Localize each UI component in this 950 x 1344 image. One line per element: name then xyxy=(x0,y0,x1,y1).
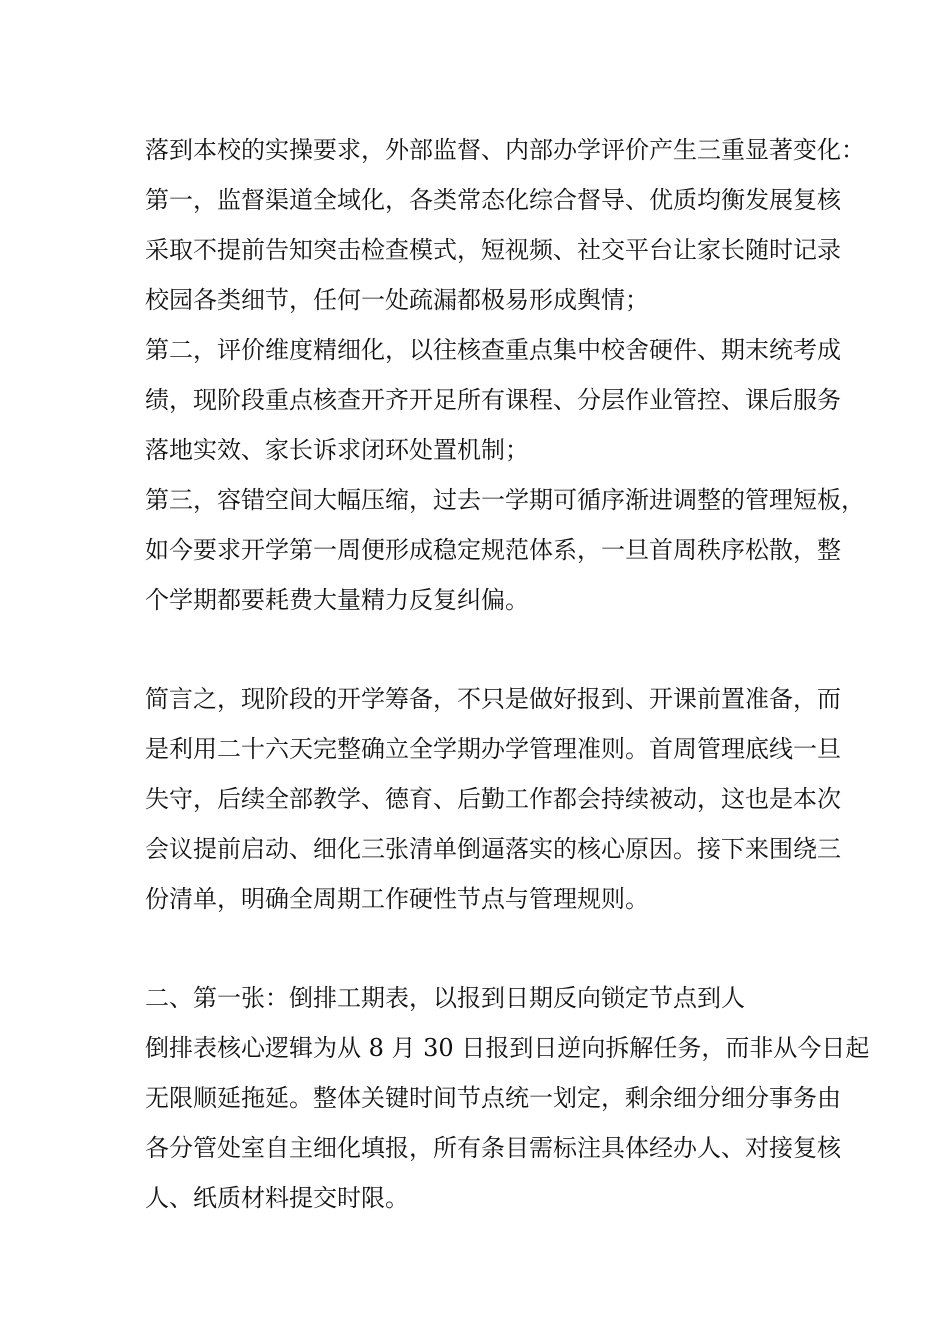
section-heading: 二、第一张：倒排工期表，以报到日期反向锁定节点到人 xyxy=(145,984,745,1012)
paragraph-2-line-3: 失守，后续全部教学、德育、后勤工作都会持续被动，这也是本次 xyxy=(145,785,841,813)
paragraph-1-line-6: 绩，现阶段重点核查开齐开足所有课程、分层作业管控、课后服务 xyxy=(145,386,841,414)
paragraph-3-line-3: 各分管处室自主细化填报，所有条目需标注具体经办人、对接复核 xyxy=(145,1134,841,1162)
paragraph-1-line-8: 第三，容错空间大幅压缩，过去一学期可循序渐进调整的管理短板， xyxy=(145,486,865,514)
paragraph-2-line-5: 份清单，明确全周期工作硬性节点与管理规则。 xyxy=(145,885,649,913)
paragraph-1-line-4: 校园各类细节，任何一处疏漏都极易形成舆情； xyxy=(145,286,649,314)
paragraph-3-line-4: 人、纸质材料提交时限。 xyxy=(145,1184,409,1212)
paragraph-2-line-4: 会议提前启动、细化三张清单倒逼落实的核心原因。接下来围绕三 xyxy=(145,835,841,863)
paragraph-1-line-7: 落地实效、家长诉求闭环处置机制； xyxy=(145,436,529,464)
paragraph-3-line-1: 倒排表核心逻辑为从 8 月 30 日报到日逆向拆解任务，而非从今日起 xyxy=(145,1034,870,1062)
paragraph-2-line-1: 简言之，现阶段的开学筹备，不只是做好报到、开课前置准备，而 xyxy=(145,685,841,713)
paragraph-1-line-5: 第二，评价维度精细化，以往核查重点集中校舍硬件、期末统考成 xyxy=(145,336,841,364)
paragraph-3-line-2: 无限顺延拖延。整体关键时间节点统一划定，剩余细分细分事务由 xyxy=(145,1084,841,1112)
paragraph-2-line-2: 是利用二十六天完整确立全学期办学管理准则。首周管理底线一旦 xyxy=(145,735,841,763)
paragraph-1-line-10: 个学期都要耗费大量精力反复纠偏。 xyxy=(145,586,529,614)
paragraph-1-line-3: 采取不提前告知突击检查模式，短视频、社交平台让家长随时记录 xyxy=(145,236,841,264)
paragraph-1-line-2: 第一，监督渠道全域化，各类常态化综合督导、优质均衡发展复核 xyxy=(145,186,841,214)
paragraph-1-line-9: 如今要求开学第一周便形成稳定规范体系，一旦首周秩序松散，整 xyxy=(145,536,841,564)
paragraph-1-line-1: 落到本校的实操要求，外部监督、内部办学评价产生三重显著变化： xyxy=(145,136,865,164)
